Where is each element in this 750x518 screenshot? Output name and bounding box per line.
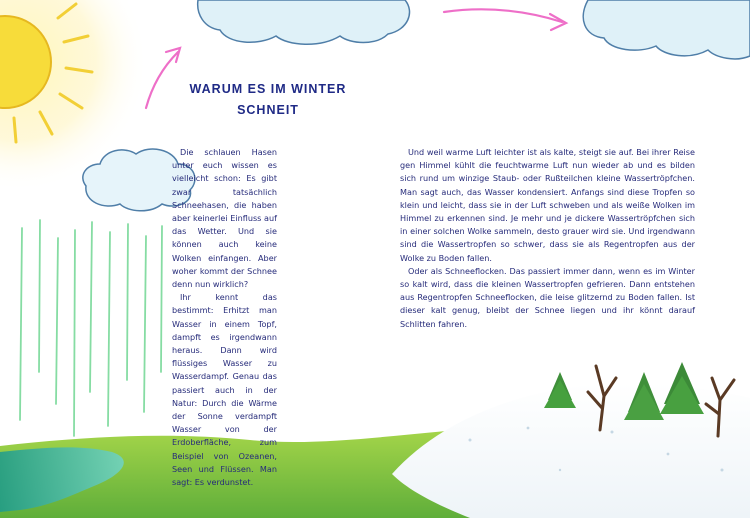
- left-text-column: [172, 146, 277, 489]
- arrow-icon: [146, 48, 180, 108]
- paragraph: Ihr kennt das bestimmt: Erhitzt man Wasser in einem Topf, dampft es irgendwann heraus. Dann wird flüssiges Wasser zu Wasserdampf. Genau das passiert auch in der Natur: Durch die Wärme der Sonne verdampft Wasser von der Erdoberfläche, zum Beispiel von Ozeanen, Seen und Flüssen. Man sagt: Es verdunstet.: [172, 292, 277, 488]
- cloud-icon: [198, 0, 410, 44]
- arrow-icon: [444, 9, 566, 30]
- paragraph: Und weil warme Luft leichter ist als kalte, steigt sie auf. Bei ihrer Reise gen Himmel kühlt die feuchtwarme Luft nun wieder ab und es bilden sich rund um winzige Staub- oder Rußteilchen kleine Wassertröpfchen. Man sagt auch, das Wasser kondensiert. Anfangs sind diese Tropfen so klein und leicht, dass sie in der Luft schweben und als weiße Wolken im Himmel zu erkennen sind. Je mehr und je dickere Wassertröpfchen sich in einer solchen Wolke sammeln, desto grauer wird sie. Und irgendwann sind die Wassertropfen so schwer, dass sie als Regentropfen aus der Wolke zu Boden fallen.: [400, 147, 695, 263]
- rain-icon: [20, 220, 162, 436]
- paragraph: Oder als Schneeflocken. Das passiert immer dann, wenn es im Winter so kalt wird, dass die kleinen Wassertropfen gefrieren. Dann entstehen aus Regentropfen Schneeflocken, die leise glitzernd zu Boden fallen. Ist dieser kalt genug, bleibt der Schnee liegen und ihr könnt darauf Schlitten fahren.: [400, 265, 695, 329]
- page-title: [188, 79, 348, 121]
- title-line-2: SCHNEIT: [237, 103, 299, 117]
- paragraph: Die schlauen Hasen unter euch wissen es vielleicht schon: Es gibt zwar tatsächlich Schneehasen, die haben aber keinerlei Einfluss auf das Wetter. Und sie können auch keine Wolken einfangen. Aber woher kommt der Schnee denn nun wirklich?: [172, 147, 277, 290]
- title-line-1: WARUM ES IM WINTER: [189, 82, 347, 96]
- cloud-icon: [583, 0, 750, 59]
- right-text-column: [400, 146, 695, 331]
